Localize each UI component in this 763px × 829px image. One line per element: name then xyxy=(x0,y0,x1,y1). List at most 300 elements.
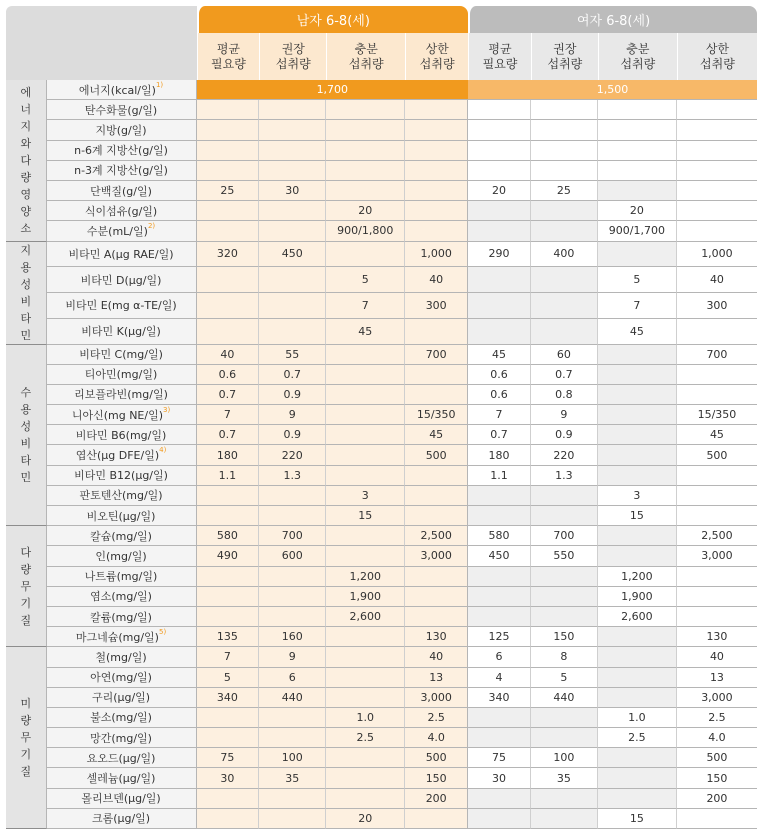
nutrient-label xyxy=(47,365,197,385)
footnote-marker: 2) xyxy=(147,221,156,230)
nutrient-label xyxy=(47,405,197,425)
subheader-line: 평균 xyxy=(216,41,241,56)
female-value-cell: 580 xyxy=(468,526,531,546)
nutrient-label xyxy=(47,345,197,365)
female-value-cell xyxy=(598,546,677,566)
category-char: 용 xyxy=(20,260,32,274)
female-value-cell xyxy=(468,708,531,728)
female-value-cell xyxy=(598,181,677,201)
female-value-cell xyxy=(468,161,531,181)
male-value-cell xyxy=(326,242,405,268)
male-value-cell xyxy=(405,319,468,345)
subheader-line: 필요량 xyxy=(211,56,246,71)
male-value-cell: 2,500 xyxy=(405,526,468,546)
male-value-cell xyxy=(326,345,405,365)
nutrient-name: n-3계 지방산(g/일) xyxy=(74,164,168,178)
male-value-cell xyxy=(326,100,405,120)
female-value-cell xyxy=(468,607,531,627)
female-subheader-1 xyxy=(468,33,531,80)
nutrient-name: 아연(mg/일) xyxy=(90,671,152,685)
male-subheader-3 xyxy=(326,33,405,80)
nutrient-label xyxy=(47,728,197,748)
nutrient-label xyxy=(47,789,197,809)
female-value-cell xyxy=(531,728,598,748)
female-value-cell xyxy=(468,789,531,809)
table-row xyxy=(6,708,757,728)
category-char: 성 xyxy=(20,419,32,433)
footnote-marker: 4) xyxy=(159,446,167,455)
table-row xyxy=(6,728,757,748)
male-value-cell xyxy=(326,526,405,546)
nutrient-label xyxy=(47,607,197,627)
nutrient-intake-table-container xyxy=(6,6,757,829)
male-value-cell xyxy=(259,607,326,627)
table-row xyxy=(6,647,757,667)
male-value-cell xyxy=(197,728,260,748)
female-value-cell: 500 xyxy=(677,445,757,465)
female-value-cell xyxy=(598,100,677,120)
female-value-cell xyxy=(677,221,757,241)
female-value-cell xyxy=(677,587,757,607)
male-value-cell: 340 xyxy=(197,688,260,708)
female-value-cell xyxy=(598,526,677,546)
category-label xyxy=(6,345,47,527)
male-value-cell xyxy=(405,365,468,385)
male-value-cell: 160 xyxy=(259,627,326,647)
nutrient-label xyxy=(47,181,197,201)
table-row xyxy=(6,161,757,181)
male-value-cell: 320 xyxy=(197,242,260,268)
female-value-cell: 15 xyxy=(598,809,677,829)
female-value-cell: 1.0 xyxy=(598,708,677,728)
female-subheader-4 xyxy=(677,33,757,80)
male-value-cell xyxy=(197,708,260,728)
table-row xyxy=(6,627,757,647)
female-value-cell: 180 xyxy=(468,445,531,465)
nutrient-label xyxy=(47,242,197,268)
category-char: 에 xyxy=(20,85,32,99)
nutrient-label xyxy=(47,526,197,546)
female-value-cell: 20 xyxy=(598,201,677,221)
nutrient-name: 비타민 B6(mg/일) xyxy=(75,428,167,442)
table-row xyxy=(6,405,757,425)
category-char: 민 xyxy=(20,470,32,484)
female-value-cell xyxy=(468,293,531,319)
category-char: 너 xyxy=(20,102,32,116)
table-row xyxy=(6,201,757,221)
male-value-cell xyxy=(197,789,260,809)
female-value-cell: 60 xyxy=(531,345,598,365)
female-value-cell xyxy=(598,627,677,647)
male-value-cell xyxy=(326,748,405,768)
female-value-cell: 4.0 xyxy=(677,728,757,748)
female-value-cell xyxy=(598,365,677,385)
female-value-cell xyxy=(468,267,531,293)
male-value-cell: 3 xyxy=(326,486,405,506)
female-value-cell: 400 xyxy=(531,242,598,268)
subheader-line: 상한 xyxy=(425,41,449,56)
female-value-cell xyxy=(531,293,598,319)
female-value-cell: 0.6 xyxy=(468,385,531,405)
male-value-cell xyxy=(405,506,468,526)
category-char: 민 xyxy=(20,328,32,342)
nutrient-name: 수분(mL/일) xyxy=(86,224,148,238)
footnote-marker: 5) xyxy=(158,627,167,636)
male-value-cell: 7 xyxy=(326,293,405,319)
female-value-cell: 1,900 xyxy=(598,587,677,607)
female-value-cell xyxy=(598,242,677,268)
male-value-cell xyxy=(326,141,405,161)
female-value-cell xyxy=(531,708,598,728)
table-row xyxy=(6,267,757,293)
male-value-cell xyxy=(326,546,405,566)
nutrient-name: 요오드(μg/일) xyxy=(86,751,156,765)
female-value-cell: 25 xyxy=(531,181,598,201)
male-value-cell: 0.7 xyxy=(197,425,260,445)
female-value-cell xyxy=(598,161,677,181)
male-value-cell xyxy=(259,708,326,728)
female-value-cell xyxy=(677,201,757,221)
nutrient-intake-table xyxy=(6,6,757,829)
nutrient-label xyxy=(47,319,197,345)
table-row xyxy=(6,466,757,486)
male-value-cell: 0.7 xyxy=(259,365,326,385)
female-value-cell: 8 xyxy=(531,647,598,667)
nutrient-label xyxy=(47,385,197,405)
subheader-line: 섭취량 xyxy=(419,56,455,71)
table-row xyxy=(6,80,757,100)
nutrient-table-body xyxy=(6,80,757,829)
male-value-cell: 30 xyxy=(197,768,260,788)
male-value-cell xyxy=(259,319,326,345)
male-value-cell: 1,900 xyxy=(326,587,405,607)
footnote-marker: 3) xyxy=(163,405,171,414)
table-row xyxy=(6,221,757,241)
female-value-cell xyxy=(677,809,757,829)
nutrient-name: 염소(mg/일) xyxy=(90,590,152,604)
female-value-cell xyxy=(531,100,598,120)
female-value-cell xyxy=(677,607,757,627)
female-value-cell: 200 xyxy=(677,789,757,809)
female-value-cell: 1.3 xyxy=(531,466,598,486)
male-value-cell xyxy=(405,486,468,506)
table-row xyxy=(6,425,757,445)
female-value-cell xyxy=(598,789,677,809)
female-value-cell xyxy=(531,486,598,506)
male-value-cell xyxy=(259,267,326,293)
male-value-cell: 20 xyxy=(326,809,405,829)
male-value-cell xyxy=(259,161,326,181)
male-value-cell xyxy=(259,120,326,140)
female-value-cell xyxy=(598,768,677,788)
nutrient-name: 칼륨(mg/일) xyxy=(90,610,152,624)
male-value-cell xyxy=(405,607,468,627)
male-value-cell: 9 xyxy=(259,405,326,425)
male-value-cell: 55 xyxy=(259,345,326,365)
male-value-cell: 500 xyxy=(405,445,468,465)
category-char: 기 xyxy=(20,748,32,762)
male-value-cell xyxy=(405,161,468,181)
nutrient-name: 비오틴(μg/일) xyxy=(86,509,156,523)
male-value-cell xyxy=(259,789,326,809)
nutrient-label xyxy=(47,668,197,688)
female-value-cell xyxy=(468,506,531,526)
male-value-cell xyxy=(326,161,405,181)
table-row xyxy=(6,141,757,161)
category-char: 용 xyxy=(20,402,32,416)
female-value-cell xyxy=(531,221,598,241)
subheader-line: 권장 xyxy=(281,41,305,56)
male-value-cell: 25 xyxy=(197,181,260,201)
male-value-cell xyxy=(197,506,260,526)
table-row xyxy=(6,293,757,319)
male-value-cell xyxy=(326,120,405,140)
female-value-cell xyxy=(531,141,598,161)
male-value-cell: 1.0 xyxy=(326,708,405,728)
subheader-line: 권장 xyxy=(553,41,577,56)
table-row xyxy=(6,768,757,788)
male-group-header: 남자 6-8(세) xyxy=(197,6,469,33)
male-value-cell: 5 xyxy=(326,267,405,293)
male-value-cell: 700 xyxy=(405,345,468,365)
nutrient-name: 판토텐산(mg/일) xyxy=(79,489,163,503)
male-value-cell: 15 xyxy=(326,506,405,526)
female-value-cell: 0.7 xyxy=(531,365,598,385)
male-value-cell: 220 xyxy=(259,445,326,465)
female-value-cell xyxy=(531,267,598,293)
male-value-cell: 40 xyxy=(405,267,468,293)
male-value-cell: 15/350 xyxy=(405,405,468,425)
male-value-cell xyxy=(259,486,326,506)
nutrient-name: 비타민 E(mg α-TE/일) xyxy=(65,299,177,313)
female-value-cell: 0.7 xyxy=(468,425,531,445)
table-row xyxy=(6,748,757,768)
energy-female-value: 1,500 xyxy=(468,80,757,100)
female-value-cell: 6 xyxy=(468,647,531,667)
male-value-cell: 40 xyxy=(405,647,468,667)
female-value-cell: 0.6 xyxy=(468,365,531,385)
male-value-cell xyxy=(259,567,326,587)
category-char: 무 xyxy=(20,731,32,745)
male-value-cell: 1.1 xyxy=(197,466,260,486)
female-value-cell: 1,000 xyxy=(677,242,757,268)
table-row xyxy=(6,587,757,607)
nutrient-name: n-6계 지방산(g/일) xyxy=(74,144,168,158)
female-value-cell xyxy=(531,506,598,526)
table-row xyxy=(6,607,757,627)
nutrient-label xyxy=(47,120,197,140)
female-value-cell: 550 xyxy=(531,546,598,566)
male-value-cell: 4.0 xyxy=(405,728,468,748)
category-char: 비 xyxy=(20,294,32,308)
nutrient-label xyxy=(47,201,197,221)
nutrient-label xyxy=(47,466,197,486)
male-value-cell: 3,000 xyxy=(405,546,468,566)
female-value-cell: 2.5 xyxy=(598,728,677,748)
male-value-cell xyxy=(326,425,405,445)
male-value-cell xyxy=(326,445,405,465)
female-value-cell xyxy=(677,385,757,405)
male-value-cell: 3,000 xyxy=(405,688,468,708)
female-value-cell xyxy=(531,319,598,345)
nutrient-name: 비타민 K(μg/일) xyxy=(81,325,161,339)
female-value-cell xyxy=(468,221,531,241)
table-row xyxy=(6,385,757,405)
female-value-cell xyxy=(677,100,757,120)
male-value-cell: 5 xyxy=(197,668,260,688)
female-subheader-3 xyxy=(598,33,677,80)
female-value-cell xyxy=(598,345,677,365)
category-char: 지 xyxy=(20,119,32,133)
female-value-cell: 440 xyxy=(531,688,598,708)
category-label xyxy=(6,526,47,647)
male-value-cell: 13 xyxy=(405,668,468,688)
table-row xyxy=(6,365,757,385)
female-value-cell: 4 xyxy=(468,668,531,688)
nutrient-name: 크롬(μg/일) xyxy=(91,812,151,826)
male-value-cell xyxy=(405,201,468,221)
female-value-cell xyxy=(598,647,677,667)
male-value-cell: 200 xyxy=(405,789,468,809)
nutrient-name: 비타민 B12(μg/일) xyxy=(74,469,168,483)
female-value-cell: 3 xyxy=(598,486,677,506)
category-char: 영 xyxy=(20,187,32,201)
male-value-cell xyxy=(197,607,260,627)
male-value-cell xyxy=(197,221,260,241)
category-char: 다 xyxy=(20,153,32,167)
nutrient-name: 철(mg/일) xyxy=(95,650,147,664)
male-subheader-4 xyxy=(405,33,468,80)
nutrient-label xyxy=(47,647,197,667)
category-char: 성 xyxy=(20,277,32,291)
nutrient-label xyxy=(47,768,197,788)
female-value-cell xyxy=(677,319,757,345)
female-value-cell: 150 xyxy=(677,768,757,788)
nutrient-name: 엽산(μg DFE/일) xyxy=(75,449,160,463)
male-value-cell xyxy=(259,506,326,526)
male-value-cell xyxy=(405,141,468,161)
female-value-cell xyxy=(598,748,677,768)
male-value-cell xyxy=(259,587,326,607)
female-value-cell xyxy=(531,161,598,181)
female-value-cell xyxy=(677,161,757,181)
nutrient-label xyxy=(47,587,197,607)
nutrient-name: 지방(g/일) xyxy=(95,123,147,137)
male-value-cell: 490 xyxy=(197,546,260,566)
subheader-line: 섭취량 xyxy=(547,56,583,71)
male-value-cell: 1.3 xyxy=(259,466,326,486)
female-value-cell xyxy=(598,445,677,465)
male-value-cell xyxy=(405,181,468,201)
table-row xyxy=(6,445,757,465)
male-value-cell xyxy=(197,201,260,221)
female-value-cell: 13 xyxy=(677,668,757,688)
female-value-cell xyxy=(677,506,757,526)
table-row xyxy=(6,120,757,140)
category-char: 타 xyxy=(20,453,32,467)
nutrient-name: 마그네슘(mg/일) xyxy=(75,630,159,644)
female-value-cell xyxy=(598,141,677,161)
female-value-cell: 340 xyxy=(468,688,531,708)
nutrient-label xyxy=(47,567,197,587)
subheader-line: 섭취량 xyxy=(348,56,384,71)
female-value-cell: 40 xyxy=(677,647,757,667)
male-value-cell xyxy=(197,486,260,506)
male-value-cell xyxy=(326,181,405,201)
table-row xyxy=(6,688,757,708)
subheader-line: 섭취량 xyxy=(700,56,735,71)
nutrient-label xyxy=(47,688,197,708)
category-label xyxy=(6,80,47,242)
male-value-cell: 150 xyxy=(405,768,468,788)
male-value-cell: 580 xyxy=(197,526,260,546)
male-value-cell: 300 xyxy=(405,293,468,319)
female-value-cell: 1,200 xyxy=(598,567,677,587)
nutrient-name: 불소(mg/일) xyxy=(90,711,152,725)
male-value-cell: 440 xyxy=(259,688,326,708)
male-value-cell: 75 xyxy=(197,748,260,768)
female-value-cell xyxy=(677,181,757,201)
female-value-cell: 130 xyxy=(677,627,757,647)
nutrient-label xyxy=(47,293,197,319)
female-value-cell: 450 xyxy=(468,546,531,566)
male-value-cell xyxy=(326,365,405,385)
male-subheader-2 xyxy=(259,33,326,80)
female-value-cell xyxy=(468,486,531,506)
category-char: 질 xyxy=(20,765,32,779)
nutrient-label xyxy=(47,809,197,829)
nutrient-label xyxy=(47,748,197,768)
nutrient-label xyxy=(47,161,197,181)
female-value-cell: 30 xyxy=(468,768,531,788)
female-value-cell: 40 xyxy=(677,267,757,293)
female-value-cell: 15 xyxy=(598,506,677,526)
nutrient-name: 망간(mg/일) xyxy=(90,731,152,745)
female-value-cell: 0.8 xyxy=(531,385,598,405)
female-value-cell xyxy=(677,486,757,506)
male-value-cell xyxy=(405,587,468,607)
male-value-cell: 2.5 xyxy=(326,728,405,748)
category-char: 타 xyxy=(20,311,32,325)
female-value-cell: 2,500 xyxy=(677,526,757,546)
male-value-cell xyxy=(197,161,260,181)
female-value-cell xyxy=(531,567,598,587)
female-value-cell: 100 xyxy=(531,748,598,768)
female-value-cell xyxy=(531,120,598,140)
male-value-cell: 1,200 xyxy=(326,567,405,587)
female-value-cell: 300 xyxy=(677,293,757,319)
category-label xyxy=(6,242,47,345)
male-value-cell xyxy=(326,789,405,809)
female-value-cell xyxy=(598,668,677,688)
female-value-cell: 0.9 xyxy=(531,425,598,445)
male-value-cell xyxy=(259,100,326,120)
female-value-cell xyxy=(531,789,598,809)
male-value-cell xyxy=(259,728,326,748)
female-value-cell: 900/1,700 xyxy=(598,221,677,241)
male-value-cell: 0.6 xyxy=(197,365,260,385)
female-value-cell: 5 xyxy=(531,668,598,688)
nutrient-label xyxy=(47,267,197,293)
subheader-line: 섭취량 xyxy=(620,56,656,71)
female-value-cell: 75 xyxy=(468,748,531,768)
table-row xyxy=(6,242,757,268)
nutrient-label xyxy=(47,627,197,647)
male-value-cell xyxy=(197,293,260,319)
male-value-cell xyxy=(405,567,468,587)
female-value-cell xyxy=(598,120,677,140)
female-value-cell xyxy=(677,365,757,385)
